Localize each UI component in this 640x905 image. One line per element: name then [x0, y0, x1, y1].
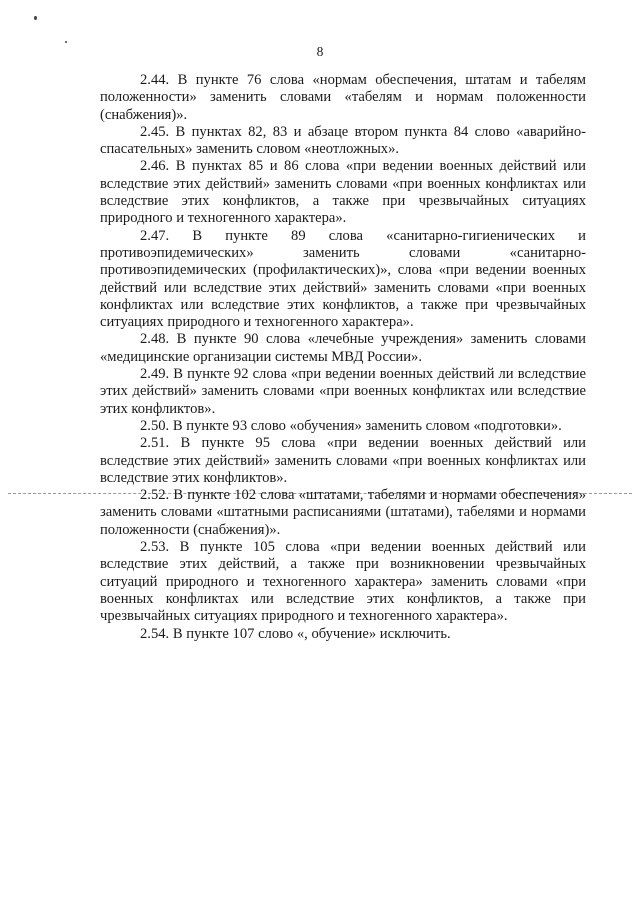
paragraph-2-54: 2.54. В пункте 107 слово «, обучение» исключить. [140, 625, 451, 642]
paragraph-2-44: 2.44. В пункте 76 слова «нормам обеспечения, штатам и табелям положенности» заменить словами «табелям и нормам положенности (снабжения)». [100, 72, 586, 123]
paragraph-2-53: 2.53. В пункте 105 слова «при ведении военных действий или вследствие этих действий, а также при возникновении чрезвычайных ситуаций природного и техногенного характера» заменить словами «при военных конфликтах или вследствие этих конфликтов, а также при чрезвычайных ситуациях природного и техногенного характера». [100, 539, 586, 625]
paragraph-2-46: 2.46. В пунктах 85 и 86 слова «при ведении военных действий или вследствие этих действий» заменить словами «при военных конфликтах или вследствие этих конфликтов, а также при чрезвычайных ситуациях природного и техногенного характера». [100, 158, 586, 227]
page-number: 8 [316, 44, 324, 59]
scan-speck [65, 41, 67, 43]
paragraph-2-49: 2.49. В пункте 92 слова «при ведении военных действий ли вследствие этих действий» заменить словами «при военных конфликтах или вследствие этих конфликтов». [100, 366, 586, 417]
paragraph-2-48: 2.48. В пункте 90 слова «лечебные учреждения» заменить словами «медицинские организации системы МВД России». [100, 331, 586, 365]
paragraph-2-47: 2.47. В пункте 89 слова «санитарно-гигиенических и противоэпидемических» заменить словами «санитарно-противоэпидемических (профилактических)», слова «при ведении военных действий или вследствие этих действий» заменить словами «при военных конфликтах или вследствие этих конфликтов, а также при чрезвычайных ситуациях природного и техногенного характера». [100, 227, 586, 331]
paragraph-2-45: 2.45. В пунктах 82, 83 и абзаце втором пункта 84 слово «аварийно-спасательных» заменить словом «неотложных». [100, 123, 586, 158]
document-body [100, 72, 586, 643]
scan-speck [34, 16, 37, 20]
paragraph-2-52: 2.52. В пункте 102 слова «штатами, табелями и нормами обеспечения» заменить словами «штатными расписаниями (штатами), табелями и нормами положенности (снабжения)». [100, 487, 586, 538]
paragraph-2-51: 2.51. В пункте 95 слова «при ведении военных действий или вследствие этих действий» заменить словами «при военных конфликтах или вследствие этих конфликтов». [100, 435, 586, 486]
paragraph-2-50: 2.50. В пункте 93 слово «обучения» заменить словом «подготовки». [140, 417, 562, 434]
